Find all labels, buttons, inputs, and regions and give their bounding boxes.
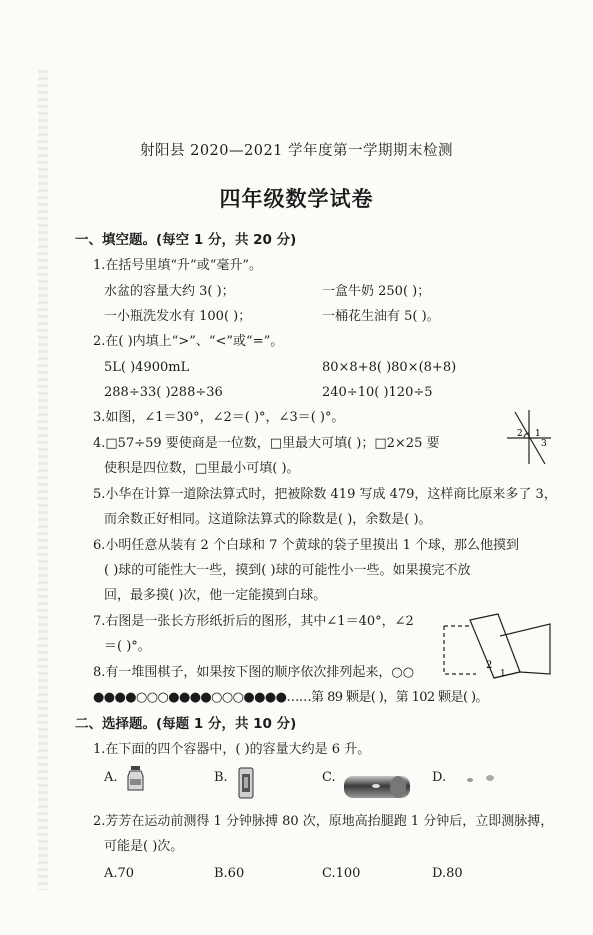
exam-title: 四年级数学试卷 (219, 187, 374, 211)
q8-line2: ●●●●○○○●●●●○○○●●●●……第 89 颗是( )，第 102 颗是( )。 (93, 690, 488, 705)
q6-line3: 回，最多摸( )次，他一定能摸到白球。 (104, 588, 327, 603)
q4-line1: 4.□57÷59 要使商是一位数，□里最大可填( )；□2×25 要 (93, 436, 440, 451)
q8-line1: 8.有一堆围棋子，如果按下图的顺序依次排列起来，○○ (93, 665, 415, 680)
s2-q2-option-d: D.80 (432, 866, 463, 881)
q2-a: 5L( )4900mL (104, 360, 190, 375)
q2-b: 80×8+8( )80×(8+8) (322, 360, 457, 375)
s2-q2-option-b: B.60 (214, 866, 245, 881)
s2-q2-option-a: A.70 (104, 866, 135, 881)
s2-q2-option-c: C.100 (322, 866, 361, 881)
fold-label-2: 2 (486, 660, 493, 671)
q5-line1: 5.小华在计算一道除法算式时，把被除数 419 写成 479，这样商比原来多了 3， (93, 487, 557, 502)
q6-line1: 6.小明任意从装有 2 个白球和 7 个黄球的袋子里摸出 1 个球，那么他摸到 (93, 538, 520, 553)
q1-stem: 1.在括号里填“升”或“毫升”。 (93, 258, 262, 273)
q1-c: 一小瓶洗发水有 100( )； (104, 309, 252, 324)
angle-label-3: 3 (541, 439, 547, 449)
angle-figure (505, 408, 553, 466)
q7-line2: ＝( )°。 (104, 639, 151, 654)
q7-line1: 7.右图是一张长方形纸折后的图形，其中∠1＝40°，∠2 (93, 614, 414, 629)
section1-heading: 一、填空题。(每空 1 分，共 20 分) (75, 232, 297, 248)
q5-line2: 而余数正好相同。这道除法算式的除数是( )，余数是( )。 (104, 512, 432, 527)
q2-d: 240÷10( )120÷5 (322, 385, 433, 400)
cup-icon (236, 766, 256, 800)
q1-d: 一桶花生油有 5( )。 (322, 309, 440, 324)
folded-paper-figure (442, 612, 554, 692)
s2-q2-line2: 可能是( )次。 (104, 839, 184, 854)
option-a: A. (104, 770, 118, 785)
fold-label-1: 1 (500, 669, 506, 679)
s2-q1-stem: 1.在下面的四个容器中，( )的容量大约是 6 升。 (93, 742, 371, 757)
q2-stem: 2.在( )内填上“>”、“<”或“=”。 (93, 334, 284, 349)
q4-line2: 使积是四位数，□里最小可填( )。 (104, 461, 300, 476)
q1-a: 水盆的容量大约 3( )； (104, 284, 235, 299)
angle-label-1: 1 (535, 429, 541, 439)
thermos-bottle-icon (342, 770, 412, 804)
q1-b: 一盒牛奶 250( )； (322, 284, 431, 299)
q3-text: 3.如图，∠1＝30°，∠2＝( )°，∠3＝( )°。 (93, 410, 345, 425)
section2-heading: 二、选择题。(每题 1 分，共 10 分) (75, 716, 297, 732)
option-b: B. (214, 770, 228, 785)
milk-bottle-icon (126, 764, 146, 792)
q2-c: 288÷33( )288÷36 (104, 385, 223, 400)
s2-q2-line1: 2.芳芳在运动前测得 1 分钟脉搏 80 次，原地高抬腿跑 1 分钟后，立即测脉搏， (93, 814, 554, 829)
option-d: D. (432, 770, 447, 785)
exam-subtitle: 射阳县 2020—2021 学年度第一学期期末检测 (139, 143, 454, 159)
option-c: C. (322, 770, 336, 785)
bottle-cap-icon (460, 772, 504, 786)
angle-label-2: 2 (517, 429, 523, 439)
q6-line2: ( )球的可能性大一些，摸到( )球的可能性小一些。如果摸完不放 (104, 563, 471, 578)
